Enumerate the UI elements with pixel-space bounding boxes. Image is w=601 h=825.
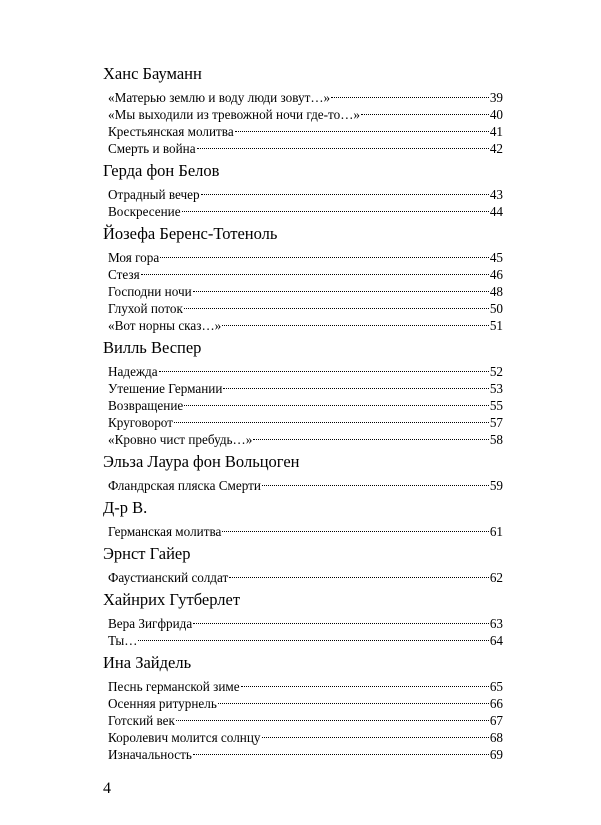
dot-leader <box>193 742 489 759</box>
poem-title: Смерть и война <box>108 141 196 156</box>
poem-title: Глухой поток <box>108 301 183 316</box>
dot-leader <box>201 182 489 199</box>
page-ref: 66 <box>489 696 503 711</box>
author-section <box>103 160 503 219</box>
poem-title: Вера Зигфрида <box>108 616 193 631</box>
author-section <box>103 589 503 648</box>
poem-title: Возвращение <box>108 398 184 413</box>
page-ref: 59 <box>489 478 503 493</box>
toc-entry <box>108 279 503 299</box>
poem-title: Готский век <box>108 713 175 728</box>
dot-leader <box>184 393 489 410</box>
dot-leader <box>197 136 489 153</box>
page-ref: 67 <box>489 713 503 728</box>
poem-title: Стезя <box>108 267 140 282</box>
author-name: Хайнрих Гутберлет <box>103 590 241 609</box>
poem-title: «Вот норны сказ…» <box>108 318 222 333</box>
poem-list <box>103 245 503 333</box>
toc-entry <box>108 674 503 694</box>
dot-leader <box>160 245 489 262</box>
dot-leader <box>182 199 489 216</box>
author-section <box>103 543 503 585</box>
poem-title: Господни ночи <box>108 284 192 299</box>
author-section <box>103 451 503 493</box>
poem-title: Моя гора <box>108 250 160 265</box>
author-section <box>103 63 503 156</box>
dot-leader <box>223 376 488 393</box>
dot-leader <box>262 473 489 490</box>
page-ref: 63 <box>489 616 503 631</box>
poem-title: Ты… <box>108 633 138 648</box>
dot-leader <box>229 565 489 582</box>
poem-title: Фландрская пляска Смерти <box>108 478 261 493</box>
page-ref: 62 <box>489 570 503 585</box>
dot-leader <box>222 313 489 330</box>
page-ref: 45 <box>489 250 503 265</box>
poem-title: «Матерью землю и воду люди зовут…» <box>108 90 331 105</box>
poem-list <box>103 519 503 539</box>
dot-leader <box>331 85 489 102</box>
toc-entry <box>108 473 503 493</box>
dot-leader <box>361 102 489 119</box>
poem-title: Осенняя ритурнель <box>108 696 217 711</box>
author-name: Герда фон Белов <box>103 161 220 180</box>
page-ref: 58 <box>489 432 503 447</box>
poem-title: Отрадный вечер <box>108 187 200 202</box>
author-name: Эрнст Гайер <box>103 544 191 563</box>
poem-list <box>103 674 503 762</box>
poem-title: Воскресение <box>108 204 181 219</box>
poem-title: Изначальность <box>108 747 192 762</box>
dot-leader <box>138 628 488 645</box>
page-number: 4 <box>103 780 111 797</box>
toc-entry <box>108 85 503 105</box>
page-ref: 64 <box>489 633 503 648</box>
page-ref: 50 <box>489 301 503 316</box>
toc-entry <box>108 359 503 379</box>
dot-leader <box>141 262 489 279</box>
dot-leader <box>176 708 489 725</box>
poem-title: Круговорот <box>108 415 173 430</box>
dot-leader <box>222 519 488 536</box>
page-ref: 44 <box>489 204 503 219</box>
poem-list <box>103 85 503 156</box>
toc-entry <box>108 245 503 265</box>
poem-title: Надежда <box>108 364 158 379</box>
author-section <box>103 652 503 762</box>
page-ref: 43 <box>489 187 503 202</box>
author-name: Ханс Бауманн <box>103 64 202 83</box>
poem-list <box>103 473 503 493</box>
author-name: Вилль Веспер <box>103 338 202 357</box>
poem-title: Крестьянская молитва <box>108 124 234 139</box>
toc-entry <box>108 262 503 282</box>
page-ref: 40 <box>489 107 503 122</box>
page-ref: 51 <box>489 318 503 333</box>
dot-leader <box>241 674 489 691</box>
author-name: Эльза Лаура фон Вольцоген <box>103 452 300 471</box>
page-ref: 48 <box>489 284 503 299</box>
poem-title: Королевич молится солнцу <box>108 730 261 745</box>
page-ref: 57 <box>489 415 503 430</box>
poem-list <box>103 611 503 648</box>
poem-list <box>103 182 503 219</box>
toc-entry <box>108 611 503 631</box>
toc-entry <box>108 519 503 539</box>
page-ref: 65 <box>489 679 503 694</box>
author-section <box>103 497 503 539</box>
toc-entry <box>108 182 503 202</box>
section-spacer <box>103 645 503 652</box>
poem-list <box>103 565 503 585</box>
page-ref: 52 <box>489 364 503 379</box>
poem-title: Утешение Германии <box>108 381 223 396</box>
author-name: Ина Зайдель <box>103 653 192 672</box>
page-ref: 61 <box>489 524 503 539</box>
dot-leader <box>218 691 489 708</box>
dot-leader <box>193 611 489 628</box>
page-ref: 55 <box>489 398 503 413</box>
dot-leader <box>235 119 489 136</box>
page-ref: 39 <box>489 90 503 105</box>
poem-list <box>103 359 503 447</box>
dot-leader <box>159 359 489 376</box>
poem-title: Песнь германской зиме <box>108 679 240 694</box>
author-section <box>103 337 503 447</box>
dot-leader <box>262 725 489 742</box>
author-section <box>103 223 503 333</box>
dot-leader <box>253 427 488 444</box>
dot-leader <box>184 296 489 313</box>
poem-title: «Кровно чист пребудь…» <box>108 432 253 447</box>
table-of-contents <box>103 63 503 762</box>
page-ref: 53 <box>489 381 503 396</box>
page-ref: 69 <box>489 747 503 762</box>
page-ref: 41 <box>489 124 503 139</box>
toc-entry <box>108 628 503 648</box>
poem-title: «Мы выходили из тревожной ночи где-то…» <box>108 107 360 122</box>
dot-leader <box>193 279 489 296</box>
page-ref: 42 <box>489 141 503 156</box>
page-ref: 46 <box>489 267 503 282</box>
toc-entry <box>108 565 503 585</box>
dot-leader <box>174 410 489 427</box>
poem-title: Фаустианский солдат <box>108 570 229 585</box>
page-ref: 68 <box>489 730 503 745</box>
poem-title: Германская молитва <box>108 524 222 539</box>
author-name: Йозефа Беренс-Тотеноль <box>103 224 278 243</box>
author-name: Д-р В. <box>103 498 148 517</box>
toc-entry <box>108 376 503 396</box>
